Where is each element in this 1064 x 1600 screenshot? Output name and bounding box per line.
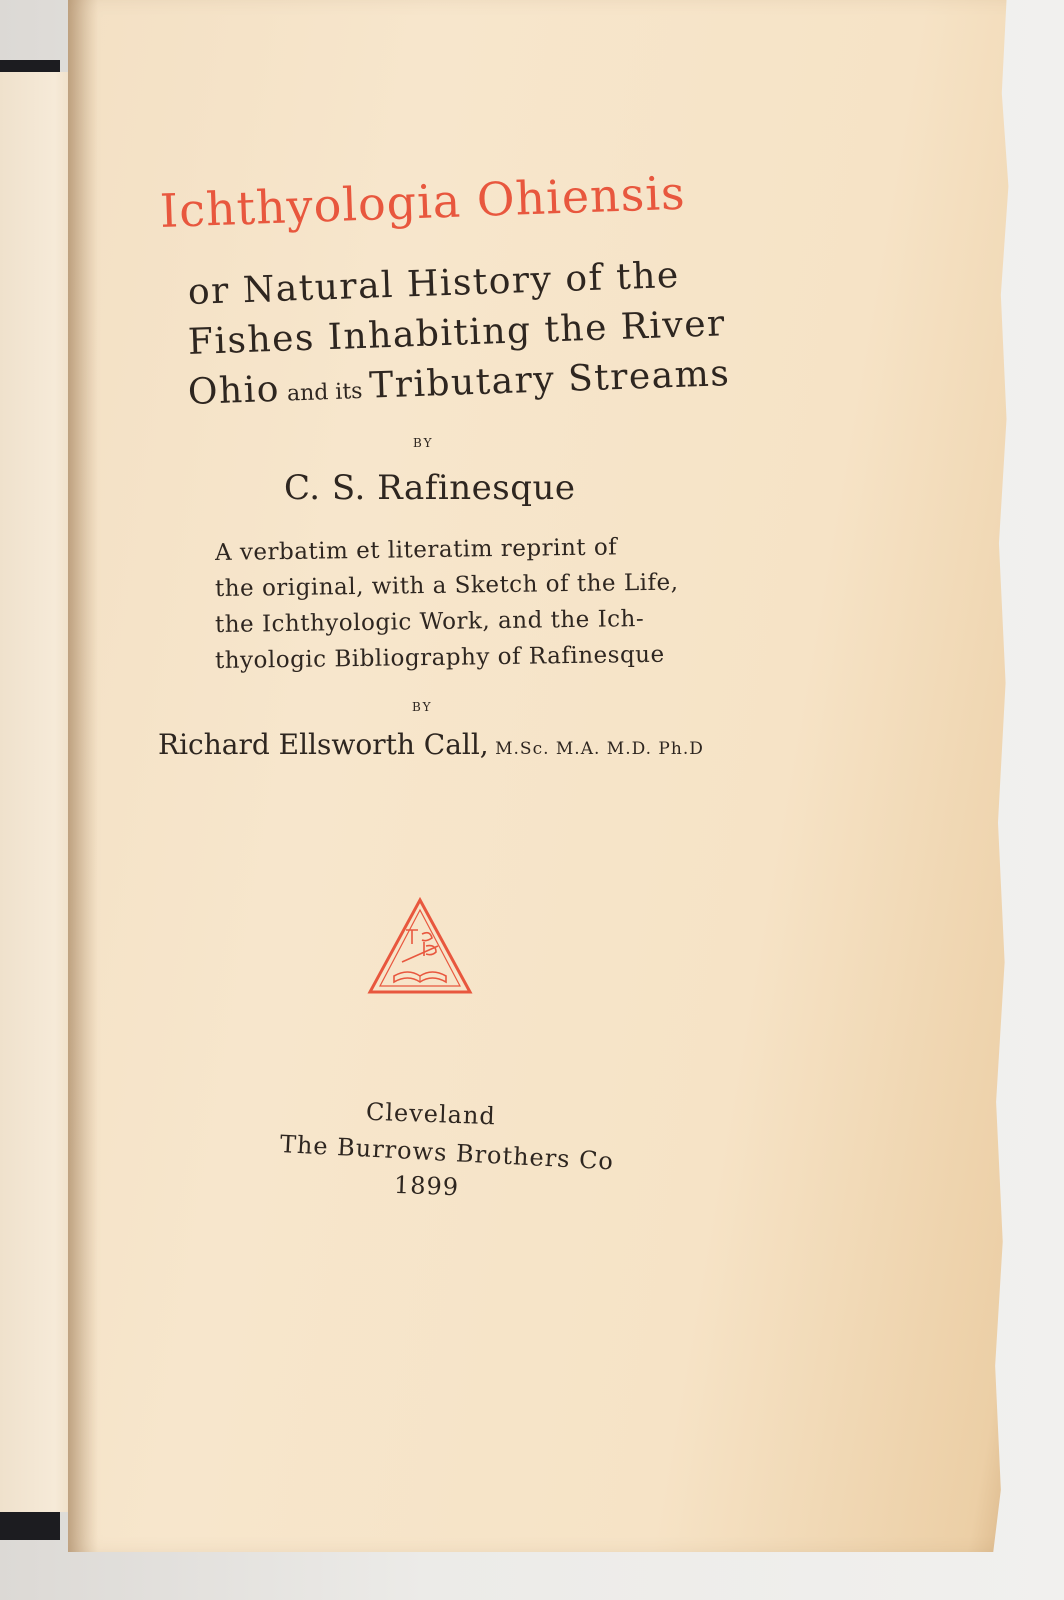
subtitle-line-1: or Natural History of the [187, 254, 681, 313]
reprint-line-3: the Ichthyologic Work, and the Ich- [214, 606, 645, 638]
publication-year: 1899 [393, 1170, 460, 1202]
subtitle-tributary: Tributary Streams [368, 353, 731, 407]
by-label-2: BY [412, 700, 433, 714]
book-title: Ichthyologia Ohiensis [159, 165, 687, 238]
reprint-line-2: the original, with a Sketch of the Life, [214, 569, 679, 602]
subtitle-ohio: Ohio [187, 368, 281, 413]
by-label-1: BY [413, 436, 434, 450]
editor-name: Richard Ellsworth Call, [158, 728, 489, 761]
reprint-line-4: thyologic Bibliography of Rafinesque [214, 641, 665, 674]
subtitle-and-its: and its [279, 378, 370, 407]
publisher-name: The Burrows Brothers Co [279, 1130, 615, 1176]
editor-line [158, 728, 704, 761]
subtitle-line-2: Fishes Inhabiting the River [187, 303, 727, 363]
author-name: C. S. Rafinesque [284, 468, 576, 508]
reprint-line-1: A verbatim et literatim reprint of [214, 534, 618, 566]
editor-degrees: M.Sc. M.A. M.D. Ph.D [488, 739, 704, 759]
place-of-publication: Cleveland [365, 1097, 497, 1131]
subtitle-line-3 [187, 353, 731, 413]
publisher-triangle-mark-icon [366, 896, 474, 996]
